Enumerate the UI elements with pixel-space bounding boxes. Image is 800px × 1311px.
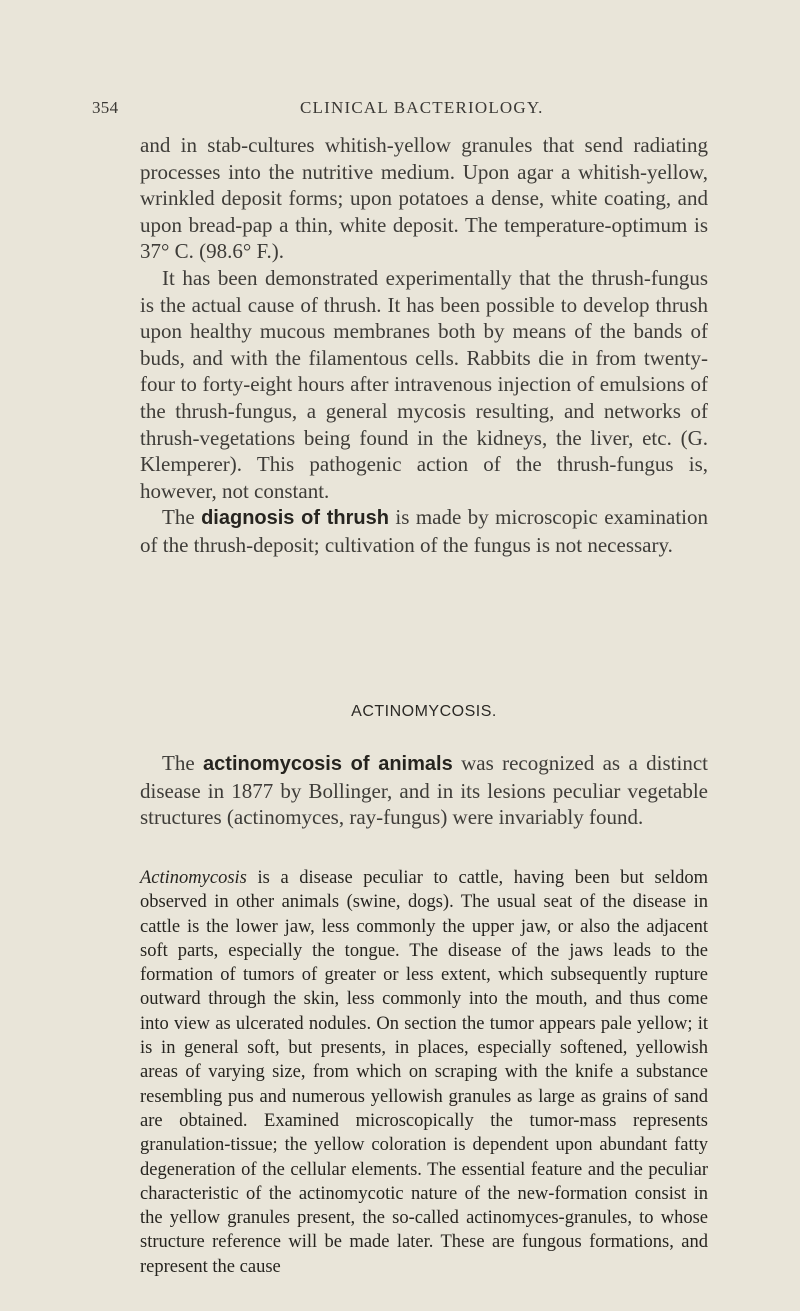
intro-prefix: The xyxy=(162,751,204,775)
body-term: Actinomycosis xyxy=(140,868,247,888)
paragraph-actinomycosis-body xyxy=(140,866,708,1279)
paragraph-diagnosis xyxy=(140,504,708,558)
diagnosis-rest: is made by microscopic examination of the thrush-deposit; cultivation of the fungus is not necessary. xyxy=(140,505,708,557)
thrush-text-block xyxy=(140,132,708,559)
diagnosis-term: diagnosis of thrush xyxy=(201,507,389,530)
actinomycosis-intro-block xyxy=(140,750,708,831)
page-number: 354 xyxy=(92,98,119,117)
paragraph-pathogenicity: It has been demonstrated experimentally that the thrush-fungus is the actual cause of thrush. It has been possible to develop thrush upon healthy mucous membranes both by means of the bands of buds, and with the filamentous cells. Rabbits die in from twenty-four to forty-eight hours after intravenous injection of emulsions of the thrush-fungus, a general mycosis resulting, and networks of thrush-vegetations being found in the kidneys, the liver, etc. (G. Klemperer). This pathogenic action of the thrush-fungus is, however, not constant. xyxy=(140,265,708,503)
intro-rest: was recognized as a distinct disease in 1877 by Bollinger, and in its lesions peculiar vegetable structures (actinomyces, ray-fungus) were invariably found. xyxy=(140,751,708,830)
paragraph-cultures: and in stab-cultures whitish-yellow granules that send radiating processes into the nutritive medium. Upon agar a whitish-yellow, wrinkled deposit forms; upon potatoes a dense, white coating, and upon bread-pap a thin, white deposit. The temperature-optimum is 37° C. (98.6° F.). xyxy=(140,133,708,264)
body-rest: is a disease peculiar to cattle, having been but seldom observed in other animals (swine, dogs). The usual seat of the disease in cattle is the lower jaw, less commonly the upper jaw, or also the adjacent soft parts, especially the tongue. The disease of the jaws leads to the formation of tumors of greater or less extent, which subsequently rupture outward through the skin, less commonly into the mouth, and thus come into view as ulcerated nodules. On section the tumor appears pale yellow; it is in general soft, but presents, in places, especially softened, yellowish areas of varying size, from which on scraping with the knife a substance resembling pus and numerous yellowish granules as large as grains of sand are obtained. Examined microscopically the tumor-mass represents granulation-tissue; the yellow coloration is dependent upon abundant fatty degeneration of the cellular elements. The essential feature and the peculiar characteristic of the actinomycotic nature of the new-formation consist in the yellow granules present, the so-called actinomyces-granules, to whose structure reference will be made later. These are fungous formations, and represent the cause xyxy=(140,868,708,1277)
diagnosis-prefix: The xyxy=(162,505,202,530)
paragraph-actinomycosis-intro xyxy=(140,750,708,831)
running-title: CLINICAL BACTERIOLOGY. xyxy=(300,98,544,117)
section-heading-actinomycosis: ACTINOMYCOSIS. xyxy=(351,703,497,720)
intro-term: actinomycosis of animals xyxy=(203,753,453,775)
actinomycosis-body-block xyxy=(140,866,708,1279)
